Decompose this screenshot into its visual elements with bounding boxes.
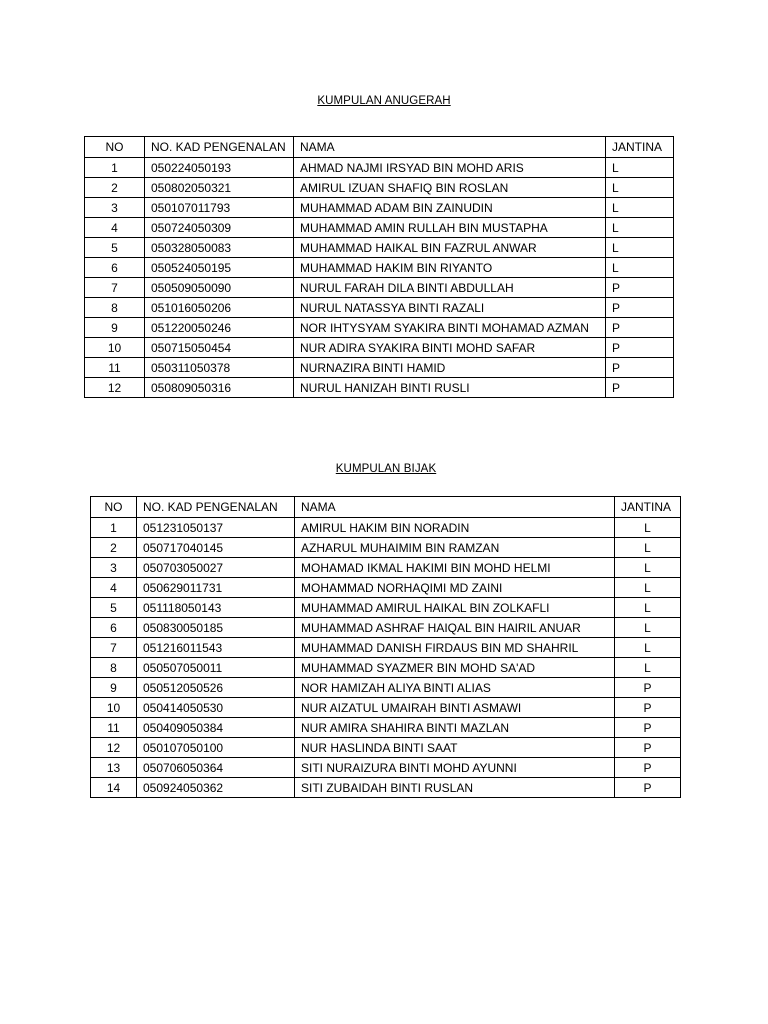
table-row	[91, 518, 681, 538]
cell-name: MUHAMMAD AMIRUL HAIKAL BIN ZOLKAFLI	[295, 598, 615, 618]
cell-gender: L	[606, 258, 674, 278]
cell-name: NOR IHTYSYAM SYAKIRA BINTI MOHAMAD AZMAN	[294, 318, 606, 338]
header-ic: NO. KAD PENGENALAN	[137, 497, 295, 518]
cell-name: MUHAMMAD SYAZMER BIN MOHD SA'AD	[295, 658, 615, 678]
cell-no: 6	[85, 258, 145, 278]
cell-gender: L	[606, 218, 674, 238]
table-row	[91, 678, 681, 698]
table-row	[85, 338, 674, 358]
cell-gender: P	[615, 738, 681, 758]
table-header-row	[91, 497, 681, 518]
cell-gender: P	[606, 298, 674, 318]
cell-no: 1	[91, 518, 137, 538]
cell-no: 8	[91, 658, 137, 678]
cell-ic-number: 050107011793	[145, 198, 294, 218]
header-no: NO	[85, 137, 145, 158]
table-row	[91, 718, 681, 738]
cell-name: SITI ZUBAIDAH BINTI RUSLAN	[295, 778, 615, 798]
table-row	[91, 758, 681, 778]
group-title-anugerah: KUMPULAN ANUGERAH	[317, 95, 451, 107]
cell-gender: P	[615, 698, 681, 718]
cell-name: NOR HAMIZAH ALIYA BINTI ALIAS	[295, 678, 615, 698]
cell-ic-number: 050706050364	[137, 758, 295, 778]
cell-name: NURUL NATASSYA BINTI RAZALI	[294, 298, 606, 318]
table-row	[85, 258, 674, 278]
cell-name: MUHAMMAD ASHRAF HAIQAL BIN HAIRIL ANUAR	[295, 618, 615, 638]
cell-ic-number: 050629011731	[137, 578, 295, 598]
cell-gender: L	[615, 538, 681, 558]
cell-gender: L	[615, 558, 681, 578]
cell-ic-number: 051231050137	[137, 518, 295, 538]
cell-gender: L	[606, 198, 674, 218]
table-body	[85, 158, 674, 398]
cell-name: MUHAMMAD ADAM BIN ZAINUDIN	[294, 198, 606, 218]
table-row	[91, 698, 681, 718]
cell-gender: P	[615, 778, 681, 798]
cell-ic-number: 050509050090	[145, 278, 294, 298]
header-ic: NO. KAD PENGENALAN	[145, 137, 294, 158]
cell-ic-number: 050311050378	[145, 358, 294, 378]
cell-no: 9	[85, 318, 145, 338]
cell-no: 9	[91, 678, 137, 698]
cell-gender: L	[606, 238, 674, 258]
cell-name: NUR AMIRA SHAHIRA BINTI MAZLAN	[295, 718, 615, 738]
cell-no: 5	[91, 598, 137, 618]
cell-gender: L	[615, 638, 681, 658]
cell-ic-number: 050524050195	[145, 258, 294, 278]
cell-ic-number: 050715050454	[145, 338, 294, 358]
cell-name: AHMAD NAJMI IRSYAD BIN MOHD ARIS	[294, 158, 606, 178]
cell-no: 3	[85, 198, 145, 218]
header-nama: NAMA	[294, 137, 606, 158]
cell-ic-number: 050107050100	[137, 738, 295, 758]
table-row	[85, 218, 674, 238]
cell-no: 2	[91, 538, 137, 558]
cell-ic-number: 050724050309	[145, 218, 294, 238]
table-row	[85, 238, 674, 258]
table-body	[91, 518, 681, 798]
table-row	[85, 178, 674, 198]
cell-ic-number: 050512050526	[137, 678, 295, 698]
cell-no: 1	[85, 158, 145, 178]
cell-ic-number: 050414050530	[137, 698, 295, 718]
cell-name: MUHAMMAD HAIKAL BIN FAZRUL ANWAR	[294, 238, 606, 258]
cell-no: 10	[91, 698, 137, 718]
cell-ic-number: 051216011543	[137, 638, 295, 658]
table-row	[85, 318, 674, 338]
cell-name: MUHAMMAD AMIN RULLAH BIN MUSTAPHA	[294, 218, 606, 238]
cell-no: 6	[91, 618, 137, 638]
header-no: NO	[91, 497, 137, 518]
cell-ic-number: 050924050362	[137, 778, 295, 798]
cell-ic-number: 050703050027	[137, 558, 295, 578]
cell-gender: P	[615, 678, 681, 698]
header-nama: NAMA	[295, 497, 615, 518]
cell-gender: L	[606, 158, 674, 178]
cell-no: 4	[91, 578, 137, 598]
table-anugerah	[84, 136, 674, 398]
cell-ic-number: 050224050193	[145, 158, 294, 178]
cell-name: MOHAMAD IKMAL HAKIMI BIN MOHD HELMI	[295, 558, 615, 578]
cell-gender: L	[615, 518, 681, 538]
cell-name: AMIRUL HAKIM BIN NORADIN	[295, 518, 615, 538]
cell-ic-number: 050409050384	[137, 718, 295, 738]
table-row	[91, 578, 681, 598]
cell-name: NURUL HANIZAH BINTI RUSLI	[294, 378, 606, 398]
cell-gender: P	[606, 318, 674, 338]
cell-no: 7	[85, 278, 145, 298]
table-row	[85, 158, 674, 178]
table-row	[91, 658, 681, 678]
cell-no: 14	[91, 778, 137, 798]
cell-no: 2	[85, 178, 145, 198]
cell-gender: P	[615, 758, 681, 778]
cell-gender: P	[606, 278, 674, 298]
table-row	[91, 638, 681, 658]
cell-ic-number: 050507050011	[137, 658, 295, 678]
cell-name: MOHAMMAD NORHAQIMI MD ZAINI	[295, 578, 615, 598]
cell-name: AMIRUL IZUAN SHAFIQ BIN ROSLAN	[294, 178, 606, 198]
table-row	[85, 358, 674, 378]
table-row	[91, 538, 681, 558]
cell-name: MUHAMMAD DANISH FIRDAUS BIN MD SHAHRIL	[295, 638, 615, 658]
header-jantina: JANTINA	[606, 137, 674, 158]
table-bijak	[90, 496, 681, 798]
cell-gender: P	[615, 718, 681, 738]
cell-gender: P	[606, 378, 674, 398]
cell-name: NURUL FARAH DILA BINTI ABDULLAH	[294, 278, 606, 298]
cell-no: 8	[85, 298, 145, 318]
cell-name: NUR ADIRA SYAKIRA BINTI MOHD SAFAR	[294, 338, 606, 358]
cell-no: 3	[91, 558, 137, 578]
cell-no: 10	[85, 338, 145, 358]
table-row	[91, 598, 681, 618]
table-row	[91, 738, 681, 758]
cell-no: 11	[85, 358, 145, 378]
table-row	[85, 278, 674, 298]
cell-no: 7	[91, 638, 137, 658]
cell-name: SITI NURAIZURA BINTI MOHD AYUNNI	[295, 758, 615, 778]
table-row	[91, 618, 681, 638]
cell-gender: L	[615, 598, 681, 618]
cell-ic-number: 050802050321	[145, 178, 294, 198]
cell-ic-number: 051016050206	[145, 298, 294, 318]
cell-ic-number: 050809050316	[145, 378, 294, 398]
cell-no: 4	[85, 218, 145, 238]
cell-name: NURNAZIRA BINTI HAMID	[294, 358, 606, 378]
table-row	[85, 198, 674, 218]
cell-gender: L	[615, 578, 681, 598]
cell-no: 12	[85, 378, 145, 398]
cell-ic-number: 051220050246	[145, 318, 294, 338]
table-row	[85, 298, 674, 318]
cell-gender: P	[606, 358, 674, 378]
table-row	[85, 378, 674, 398]
table-header-row	[85, 137, 674, 158]
cell-name: NUR HASLINDA BINTI SAAT	[295, 738, 615, 758]
cell-ic-number: 050328050083	[145, 238, 294, 258]
cell-gender: P	[606, 338, 674, 358]
cell-ic-number: 050717040145	[137, 538, 295, 558]
cell-name: NUR AIZATUL UMAIRAH BINTI ASMAWI	[295, 698, 615, 718]
cell-no: 12	[91, 738, 137, 758]
table-row	[91, 778, 681, 798]
cell-no: 13	[91, 758, 137, 778]
cell-ic-number: 051118050143	[137, 598, 295, 618]
header-jantina: JANTINA	[615, 497, 681, 518]
cell-name: MUHAMMAD HAKIM BIN RIYANTO	[294, 258, 606, 278]
cell-name: AZHARUL MUHAIMIM BIN RAMZAN	[295, 538, 615, 558]
cell-gender: L	[606, 178, 674, 198]
table-row	[91, 558, 681, 578]
cell-gender: L	[615, 618, 681, 638]
cell-no: 11	[91, 718, 137, 738]
cell-no: 5	[85, 238, 145, 258]
group-title-bijak: KUMPULAN BIJAK	[335, 463, 437, 475]
cell-ic-number: 050830050185	[137, 618, 295, 638]
cell-gender: L	[615, 658, 681, 678]
